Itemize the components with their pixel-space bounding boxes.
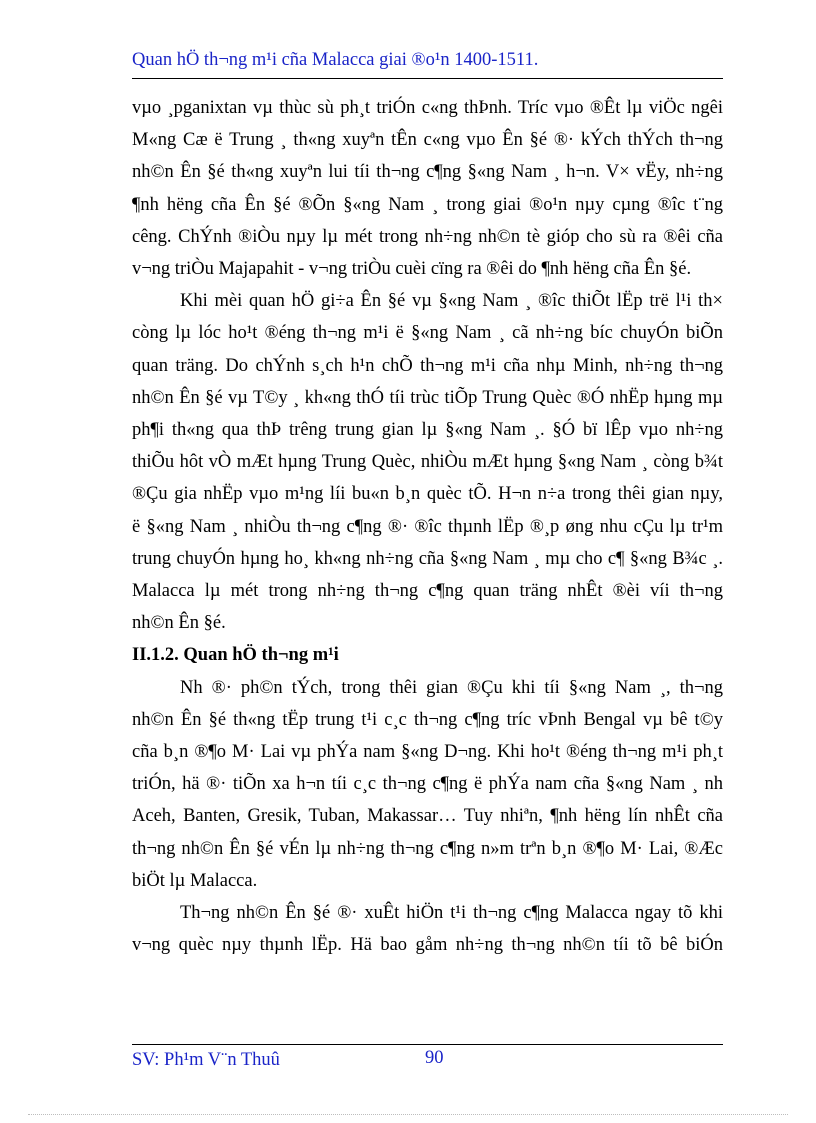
text-line: nh©n Ên §é th«ng tËp trung t¹i c¸c th¬ng c¶ng tríc vÞnh Bengal vµ bê t©y	[132, 709, 723, 730]
text-line: biÖt lµ Malacca.	[132, 870, 258, 891]
paragraph-4	[132, 897, 723, 961]
footer-student-name: SV: Ph¹m V¨n Thuû	[132, 1050, 280, 1070]
text-line: còng lµ lóc ho¹t ®éng th¬ng m¹i ë §«ng Nam ¸ cã nh÷ng bíc chuyÓn biÕn	[132, 323, 723, 344]
text-line: Th¬ng nh©n Ên §é ®· xuÊt hiÖn t¹i th¬ng c¶ng Malacca ngay tõ khi	[180, 903, 723, 924]
text-line: ph¶i th«ng qua thÞ trêng trung gian lµ §«ng Nam ¸. §Ó bï lÊp vµo nh÷ng	[132, 420, 723, 441]
text-line: Khi mèi quan hÖ gi÷a Ên §é vµ §«ng Nam ¸ ®îc thiÕt lËp trë l¹i th×	[180, 291, 723, 312]
header-rule	[132, 78, 723, 79]
text-line: quan träng. Do chÝnh s¸ch h¹n chÕ th¬ng m¹i cña nhµ Minh, nh÷ng th¬ng	[132, 355, 723, 376]
text-line: triÓn, hä ®· tiÕn xa h¬n tíi c¸c th¬ng c¶ng ë phÝa nam cña §«ng Nam ¸ nh	[132, 774, 723, 795]
text-line: v¬ng quèc nµy thµnh lËp. Hä bao gåm nh÷ng th¬ng nh©n tíi tõ bê biÓn	[132, 935, 723, 956]
text-line: th¬ng nh©n Ên §é vÉn lµ nh÷ng th¬ng c¶ng n»m trªn b¸n ®¶o M· Lai, ®Æc	[132, 838, 723, 859]
paragraph-3	[132, 672, 723, 897]
text-line: ë §«ng Nam ¸ nhiÒu th¬ng c¶ng ®· ®îc thµnh lËp ®¸p øng nhu cÇu lµ tr¹m	[132, 516, 723, 537]
page-body	[132, 92, 723, 961]
page-bottom-edge	[28, 1114, 788, 1115]
text-line: ®Çu gia nhËp vµo m¹ng líi bu«n b¸n quèc tÕ. H¬n n÷a trong thêi gian nµy,	[132, 484, 723, 505]
paragraph-1	[132, 92, 723, 285]
text-line: thiÕu hôt vÒ mÆt hµng Trung Quèc, nhiÒu mÆt hµng §«ng Nam ¸ còng b¾t	[132, 452, 723, 473]
text-line: M«ng Cæ ë Trung ¸ th«ng xuyªn tÊn c«ng vµo Ên §é ®· kÝch thÝch th¬ng	[132, 130, 723, 151]
section-heading: II.1.2. Quan hÖ th¬ng m¹i	[132, 645, 339, 666]
running-header: Quan hÖ th¬ng m¹i cña Malacca giai ®o¹n 1400-1511.	[132, 50, 539, 70]
paragraph-2	[132, 285, 723, 639]
text-line: Aceh, Banten, Gresik, Tuban, Makassar… Tuy nhiªn, ¶nh hëng lín nhÊt cña	[132, 806, 723, 827]
text-line: v¬ng triÒu Majapahit - v¬ng triÒu cuèi cïng ra ®êi do ¶nh hëng cña Ên §é.	[132, 259, 692, 280]
text-line: trung chuyÓn hµng ho¸ kh«ng nh÷ng cña §«ng Nam ¸ mµ cho c¶ §«ng B¾c ¸.	[132, 548, 723, 569]
text-line: vµo ¸pganixtan vµ thùc sù ph¸t triÓn c«ng thÞnh. Tríc vµo ®Êt lµ viÖc ngêi	[132, 98, 723, 118]
text-line: nh©n Ên §é vµ T©y ¸ kh«ng thÓ tíi trùc tiÕp Trung Quèc ®Ó nhËp hµng mµ	[132, 387, 723, 408]
text-line: Malacca lµ mét trong nh÷ng th¬ng c¶ng quan träng nhÊt ®èi víi th¬ng	[132, 581, 723, 602]
text-line: nh©n Ên §é.	[132, 613, 226, 634]
text-line: nh©n Ên §é th«ng xuyªn lui tíi th¬ng c¶ng §«ng Nam ¸ h¬n. V× vËy, nh÷ng	[132, 162, 723, 183]
text-line: cêng. ChÝnh ®iÒu nµy lµ mét trong nh÷ng nh©n tè gióp cho sù ra ®êi cña	[132, 226, 723, 247]
footer-rule	[132, 1044, 723, 1045]
text-line: ¶nh hëng cña Ên §é ®Õn §«ng Nam ¸ trong giai ®o¹n nµy cµng ®îc t¨ng	[132, 194, 723, 215]
text-line: cña b¸n ®¶o M· Lai vµ phÝa nam §«ng D¬ng. Khi ho¹t ®éng th¬ng m¹i ph¸t	[132, 742, 723, 763]
text-line: Nh ®· ph©n tÝch, trong thêi gian ®Çu khi tíi §«ng Nam ¸, th¬ng	[180, 677, 723, 698]
page-number: 90	[425, 1048, 444, 1068]
